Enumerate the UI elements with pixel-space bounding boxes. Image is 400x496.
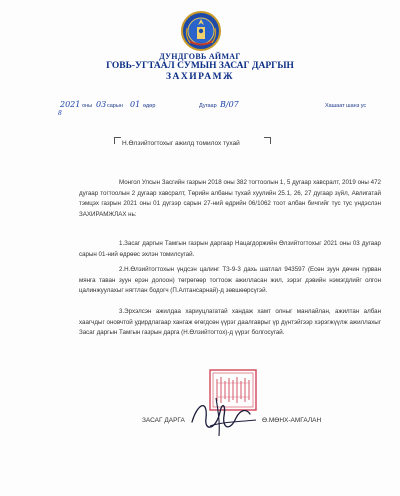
state-emblem-icon [181, 10, 221, 52]
document-subject: Н.Өлзийтогтохыг ажилд томилох тухай [122, 140, 240, 147]
date-year-label: оны [82, 103, 93, 109]
date-day: 01 [130, 100, 141, 109]
date-month: 03 [96, 100, 107, 109]
date-month-label: сарын [107, 103, 123, 109]
document-type-title: ЗАХИРАМЖ [166, 72, 234, 82]
date-day-label: өдөр [143, 103, 156, 109]
body-paragraph-1: Монгол Улсын Засгийн газрын 2018 оны 382 тогтоолын 1, 5 дугаар хавсралт, 2019 оны 472 дугаар тогтоолын 2 дугаар хавсралт, Төрийн албаны тухай хуулийн 25.1, 26, 27 дугаар зүйл, Авлигатай тэмцэх газрын 2021 оны 01 дүгээр сарын 27-ний өдрийн 06/1062 тоот албан бичгийг тус тус үндэслэн ЗАХИРАМЖЛАХ нь: [79, 179, 381, 218]
stray-mark: 8 [58, 110, 62, 117]
date-year: 2021 [60, 100, 81, 109]
signatory-name: Ө.МӨНХ-АМГАЛАН [262, 417, 322, 424]
aimag-name: ДУНДГОВЬ АЙМАГ [159, 52, 241, 61]
body-paragraph-4: 3.Эрхэлсэн ажилдаа хариуцлагатай хандаж хамт олныг манлайлан, ажилтан албан хаагчдыг оновчтой удирдлагаар хангаж өгөгдсөн үүрэг даалгаврыг үр дүнтэйгээр хэрэгжүүлж ажиллахыг Засаг даргын Тамгын газрын дарга (Н.Өлзийтогтох)-д үүрэг болгосугай. [79, 308, 381, 336]
subject-bracket-right [264, 137, 271, 144]
document-number: В/07 [220, 100, 239, 109]
number-label: Дугаар [199, 103, 217, 109]
signatory-title: ЗАСАГ ДАРГА [142, 417, 185, 424]
place-label: Хашаат шанз ус [325, 103, 367, 109]
subject-bracket-left [114, 137, 121, 144]
governor-office-title: ГОВЬ-УГТААЛ СУМЫН ЗАСАГ ДАРГЫН [106, 61, 294, 71]
body-paragraph-2: 1.Засаг даргын Тамгын газрын даргаар Нацагдоржийн Өлзийтогтохыг 2021 оны 03 дугаар сарын 01-ний өдрөөс эхлэн томилсугай. [79, 240, 381, 258]
handwritten-signature [186, 392, 262, 438]
body-paragraph-3: 2.Н.Өлзийтогтохын үндсэн цалинг ТЗ-9-3 дахь шатлал 943597 (Есөн зуун дөчин гурван мянга таван зуун ерэн долоон) төгрөгөөр тогтоож ажилласан жил, зэрэг дэвийн нэмэгдлийг олгон цалинжуулахыг нягтлан бодогч (П.Алтансарнай)-д зөвшөөрсүгэй. [79, 266, 381, 294]
